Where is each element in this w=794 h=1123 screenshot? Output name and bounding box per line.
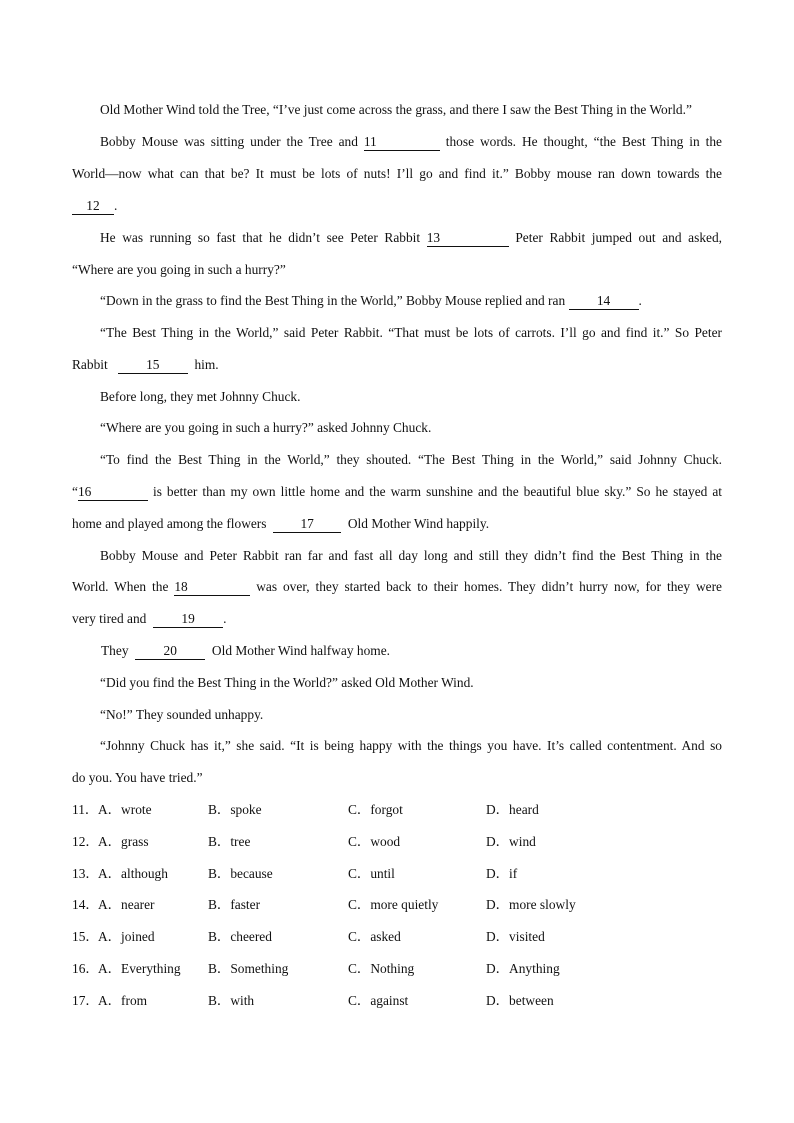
paragraph-3-line-1 <box>72 228 722 248</box>
text: “Down in the grass to find the Best Thing in the World,” Bobby Mouse replied and ran <box>100 293 566 308</box>
text: Bobby Mouse was sitting under the Tree and <box>100 134 358 149</box>
text: Rabbit <box>72 357 108 372</box>
paragraph-9-line-2 <box>72 577 722 597</box>
option-c[interactable]: C．more quietly <box>348 897 439 912</box>
option-c[interactable]: C．until <box>348 866 395 881</box>
text: was over, they started back to their homes. They didn’t hurry now, for they were <box>256 579 722 594</box>
blank-17: 17 <box>273 516 341 533</box>
option-b[interactable]: B．spoke <box>208 802 262 817</box>
paragraph-4 <box>100 291 642 311</box>
blank-12: 12 <box>72 198 114 215</box>
paragraph-2-line-2: World—now what can that be? It must be lots of nuts! I’ll go and find it.” Bobby mouse ran down towards the <box>72 166 722 181</box>
blank-14: 14 <box>569 293 639 310</box>
question-number: 16． <box>72 961 99 976</box>
option-d[interactable]: D．wind <box>486 834 536 849</box>
option-a[interactable]: A．although <box>98 866 168 881</box>
option-c[interactable]: C．wood <box>348 834 401 849</box>
paragraph-7: “Where are you going in such a hurry?” asked Johnny Chuck. <box>100 420 432 435</box>
paragraph-2-line-3 <box>72 196 117 216</box>
text: He was running so fast that he didn’t see Peter Rabbit <box>100 230 421 245</box>
option-b[interactable]: B．with <box>208 993 255 1008</box>
option-d[interactable]: D．if <box>486 866 518 881</box>
text: Old Mother Wind halfway home. <box>211 643 391 658</box>
option-d[interactable]: D．visited <box>486 929 545 944</box>
paragraph-9-line-3 <box>72 609 226 629</box>
text: They <box>101 643 129 658</box>
question-number: 15． <box>72 929 99 944</box>
option-d[interactable]: D．Anything <box>486 961 560 976</box>
text: home and played among the flowers <box>72 516 267 531</box>
option-d[interactable]: D．heard <box>486 802 539 817</box>
option-a[interactable]: A．from <box>98 993 148 1008</box>
text: is better than my own little home and the warm sunshine and the beautiful blue sky.” So he stayed at <box>152 484 722 499</box>
blank-13: 13 <box>427 230 509 247</box>
blank-18: 18 <box>174 579 250 596</box>
paragraph-6: Before long, they met Johnny Chuck. <box>100 389 301 404</box>
text: Peter Rabbit jumped out and asked, <box>515 230 723 245</box>
option-b[interactable]: B．faster <box>208 897 261 912</box>
option-a[interactable]: A．joined <box>98 929 155 944</box>
paragraph-2-line-1 <box>72 132 722 152</box>
paragraph-8-line-1 <box>72 450 722 470</box>
paragraph-13-line-2: do you. You have tried.” <box>72 770 203 785</box>
option-b[interactable]: B．Something <box>208 961 289 976</box>
option-a[interactable]: A．wrote <box>98 802 152 817</box>
paragraph-11: “Did you find the Best Thing in the World?” asked Old Mother Wind. <box>100 675 474 690</box>
text: . <box>223 611 227 626</box>
paragraph-10 <box>101 641 390 661</box>
option-d[interactable]: D．between <box>486 993 554 1008</box>
paragraph-13-line-1 <box>72 736 722 756</box>
paragraph-8-line-2 <box>72 482 722 502</box>
paragraph-5-line-1 <box>72 323 722 343</box>
text: “ <box>72 484 78 499</box>
text: those words. He thought, “the Best Thing in the <box>445 134 722 149</box>
option-a[interactable]: A．nearer <box>98 897 155 912</box>
text: “The Best Thing in the World,” said Peter Rabbit. “That must be lots of carrots. I’ll go and find it.” So Peter <box>100 325 722 340</box>
question-number: 17． <box>72 993 99 1008</box>
paragraph-12: “No!” They sounded unhappy. <box>100 707 264 722</box>
option-b[interactable]: B．tree <box>208 834 251 849</box>
blank-11: 11 <box>364 134 440 151</box>
blank-16: 16 <box>78 484 148 501</box>
paragraph-3-line-2: “Where are you going in such a hurry?” <box>72 262 286 277</box>
paragraph-5-line-2 <box>72 355 219 375</box>
text: World. When the <box>72 579 169 594</box>
text: . <box>638 293 642 308</box>
option-c[interactable]: C．forgot <box>348 802 403 817</box>
paragraph-1: Old Mother Wind told the Tree, “I’ve just come across the grass, and there I saw the Best Thing in the World.” <box>100 102 692 117</box>
option-c[interactable]: C．Nothing <box>348 961 415 976</box>
text: Old Mother Wind happily. <box>347 516 490 531</box>
text: Bobby Mouse and Peter Rabbit ran far and fast all day long and still they didn’t find the Best Thing in the <box>100 548 722 563</box>
blank-19: 19 <box>153 611 223 628</box>
question-number: 14． <box>72 897 99 912</box>
option-c[interactable]: C．against <box>348 993 409 1008</box>
paragraph-8-line-3 <box>72 514 489 534</box>
text: . <box>114 198 118 213</box>
option-c[interactable]: C．asked <box>348 929 401 944</box>
text: “To find the Best Thing in the World,” they shouted. “The Best Thing in the World,” said Johnny Chuck. <box>100 452 722 467</box>
question-number: 12． <box>72 834 99 849</box>
question-number: 11． <box>72 802 99 817</box>
text: “Johnny Chuck has it,” she said. “It is being happy with the things you have. It’s called contentment. And so <box>100 738 722 753</box>
option-d[interactable]: D．more slowly <box>486 897 576 912</box>
text: very tired and <box>72 611 147 626</box>
blank-15: 15 <box>118 357 188 374</box>
text: him. <box>194 357 219 372</box>
option-b[interactable]: B．cheered <box>208 929 272 944</box>
paragraph-9-line-1 <box>72 546 722 566</box>
blank-20: 20 <box>135 643 205 660</box>
option-a[interactable]: A．grass <box>98 834 149 849</box>
question-number: 13． <box>72 866 99 881</box>
option-b[interactable]: B．because <box>208 866 273 881</box>
option-a[interactable]: A．Everything <box>98 961 181 976</box>
